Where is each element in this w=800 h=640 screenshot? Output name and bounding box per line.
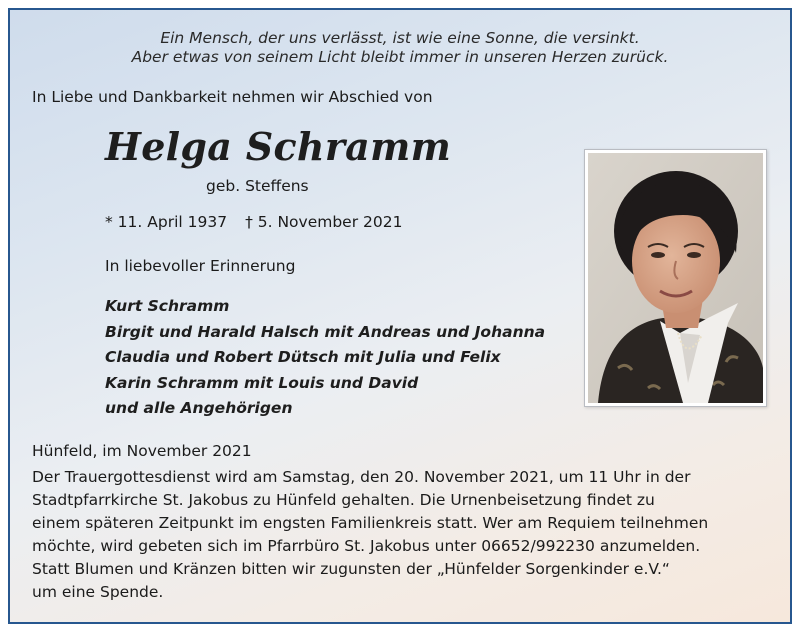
- funeral-notice: [32, 466, 773, 604]
- intro-text: In Liebe und Dankbarkeit nehmen wir Abschied von: [32, 88, 433, 106]
- notice-line: Der Trauergottesdienst wird am Samstag, den 20. November 2021, um 11 Uhr in der: [32, 468, 691, 486]
- life-dates: [105, 213, 402, 231]
- mourner-item: Kurt Schramm: [105, 297, 230, 315]
- mourners-list: [105, 294, 545, 422]
- memory-line: In liebevoller Erinnerung: [105, 257, 296, 275]
- notice-line: Stadtpfarrkirche St. Jakobus zu Hünfeld gehalten. Die Urnenbeisetzung findet zu: [32, 491, 655, 509]
- notice-line: einem späteren Zeitpunkt im engsten Familienkreis statt. Wer am Requiem teilnehmen: [32, 514, 709, 532]
- obituary-notice: [8, 8, 792, 624]
- mourner-item: Birgit und Harald Halsch mit Andreas und Johanna: [105, 322, 546, 341]
- mourner-item: Karin Schramm mit Louis und David: [105, 373, 419, 392]
- mourner-item: und alle Angehörigen: [105, 399, 293, 417]
- quote-line-2: Aber etwas von seinem Licht bleibt immer in unseren Herzen zurück.: [131, 48, 669, 66]
- notice-line: möchte, wird gebeten sich im Pfarrbüro St. Jakobus unter 06652/992230 anzumelden.: [32, 537, 701, 555]
- maiden-name: geb. Steffens: [206, 177, 309, 195]
- notice-line: Statt Blumen und Kränzen bitten wir zugunsten der „Hünfelder Sorgenkinder e.V.“: [32, 560, 670, 578]
- mourner-item: Claudia und Robert Dütsch mit Julia und Felix: [105, 348, 501, 366]
- death-date: † 5. November 2021: [245, 213, 403, 231]
- deceased-name: Helga Schramm: [105, 124, 452, 169]
- portrait-photo: [584, 149, 767, 407]
- notice-line: um eine Spende.: [32, 583, 164, 601]
- place-date: Hünfeld, im November 2021: [32, 442, 252, 460]
- quote-line-1: Ein Mensch, der uns verlässt, ist wie eine Sonne, die versinkt.: [160, 29, 640, 47]
- birth-date: * 11. April 1937: [105, 213, 228, 231]
- portrait-illustration: [588, 153, 763, 403]
